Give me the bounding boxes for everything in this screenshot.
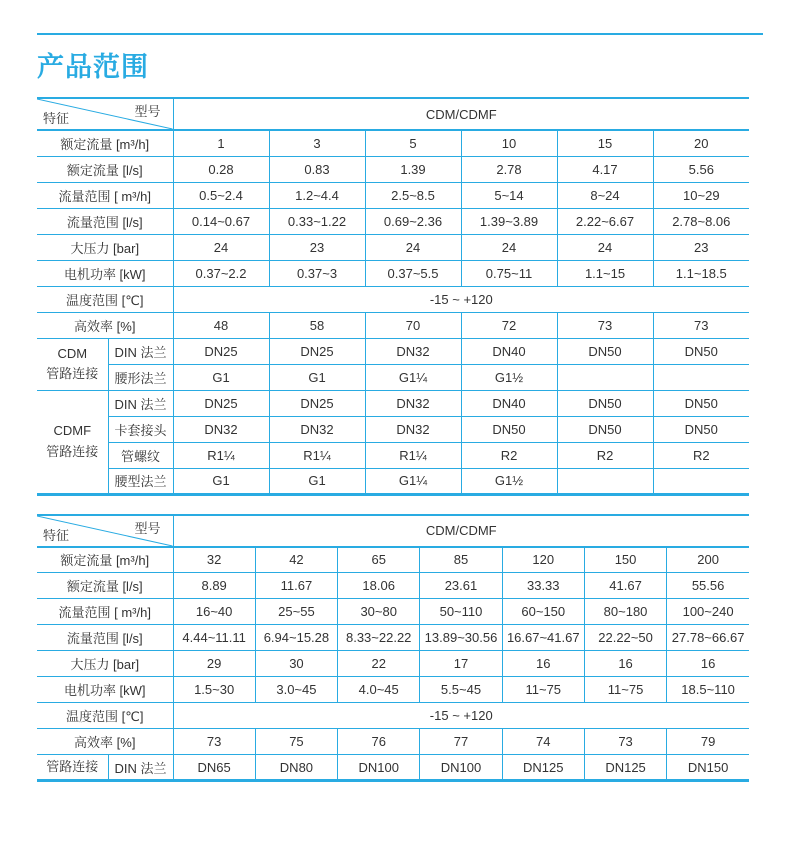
cell-value: 5.56 xyxy=(653,156,749,182)
table-row xyxy=(37,677,749,703)
cell-value: 23 xyxy=(269,234,365,260)
spec-table-1 xyxy=(37,97,749,496)
cell-value: 10 xyxy=(461,130,557,156)
cell-value: 50~110 xyxy=(420,599,502,625)
table-row xyxy=(37,260,749,286)
table-row xyxy=(37,130,749,156)
cell-value: 27.78~66.67 xyxy=(667,625,749,651)
cell-span-value: -15 ~ +120 xyxy=(173,703,749,729)
row-label: 额定流量 [l/s] xyxy=(37,573,173,599)
cell-value: 10~29 xyxy=(653,182,749,208)
cell-value: DN32 xyxy=(173,416,269,442)
cell-value: 3.0~45 xyxy=(255,677,337,703)
cell-value: 4.44~11.11 xyxy=(173,625,255,651)
row-sublabel: DIN 法兰 xyxy=(108,755,173,781)
cell-value: 5 xyxy=(365,130,461,156)
cell-value: 200 xyxy=(667,547,749,573)
header-feature-label: 特征 xyxy=(43,111,70,126)
cell-value: DN150 xyxy=(667,755,749,781)
cell-value: 8.33~22.22 xyxy=(338,625,420,651)
table-row xyxy=(37,468,749,494)
page-container xyxy=(0,33,800,782)
cell-value: 5~14 xyxy=(461,182,557,208)
row-sublabel: 腰形法兰 xyxy=(108,364,173,390)
cell-value: 24 xyxy=(173,234,269,260)
cell-value: 1.1~15 xyxy=(557,260,653,286)
cell-value: 11.67 xyxy=(255,573,337,599)
cell-value: DN25 xyxy=(269,390,365,416)
cell-value: 24 xyxy=(557,234,653,260)
cell-value: 75 xyxy=(255,729,337,755)
cell-value: 24 xyxy=(365,234,461,260)
cell-value: 3 xyxy=(269,130,365,156)
cell-value: 0.69~2.36 xyxy=(365,208,461,234)
cell-value: 150 xyxy=(584,547,666,573)
cell-value: 16 xyxy=(584,651,666,677)
cell-value: 0.14~0.67 xyxy=(173,208,269,234)
cell-value: DN25 xyxy=(269,338,365,364)
cell-value: 1.2~4.4 xyxy=(269,182,365,208)
row-label: 流量范围 [ m³/h] xyxy=(37,182,173,208)
cell-value: 33.33 xyxy=(502,573,584,599)
cell-value: DN50 xyxy=(653,338,749,364)
row-label: 大压力 [bar] xyxy=(37,651,173,677)
cell-value: 60~150 xyxy=(502,599,584,625)
cell-value: DN32 xyxy=(365,416,461,442)
cell-value: 77 xyxy=(420,729,502,755)
cell-value: 23 xyxy=(653,234,749,260)
cell-value: 0.75~11 xyxy=(461,260,557,286)
cell-value: 73 xyxy=(557,312,653,338)
cell-value: 73 xyxy=(584,729,666,755)
row-label: 电机功率 [kW] xyxy=(37,677,173,703)
cell-value: R2 xyxy=(461,442,557,468)
cell-value: 74 xyxy=(502,729,584,755)
cell-value: 48 xyxy=(173,312,269,338)
cell-value: DN50 xyxy=(557,390,653,416)
row-label: 高效率 [%] xyxy=(37,312,173,338)
cell-value: G1½ xyxy=(461,364,557,390)
cell-value: 1 xyxy=(173,130,269,156)
row-label: 流量范围 [l/s] xyxy=(37,625,173,651)
table-row xyxy=(37,651,749,677)
spec-table xyxy=(37,514,749,783)
cell-value: 0.37~3 xyxy=(269,260,365,286)
cell-value: 58 xyxy=(269,312,365,338)
cell-value xyxy=(557,364,653,390)
cell-value: G1¼ xyxy=(365,364,461,390)
table-row xyxy=(37,156,749,182)
row-label: 流量范围 [ m³/h] xyxy=(37,599,173,625)
cell-value: 16 xyxy=(667,651,749,677)
cell-value: 0.37~5.5 xyxy=(365,260,461,286)
cell-value: 23.61 xyxy=(420,573,502,599)
cell-value: DN25 xyxy=(173,390,269,416)
table-row xyxy=(37,599,749,625)
top-divider xyxy=(37,33,763,35)
group-label-cell xyxy=(37,755,108,781)
cell-value: R2 xyxy=(557,442,653,468)
cell-value: 73 xyxy=(173,729,255,755)
row-label: 额定流量 [l/s] xyxy=(37,156,173,182)
cell-value: 24 xyxy=(461,234,557,260)
cell-value: 80~180 xyxy=(584,599,666,625)
cell-value: 1.39~3.89 xyxy=(461,208,557,234)
cell-value: G1 xyxy=(269,468,365,494)
cell-value: 4.17 xyxy=(557,156,653,182)
cell-value: 2.22~6.67 xyxy=(557,208,653,234)
table-header-row xyxy=(37,98,749,130)
cell-value: DN50 xyxy=(653,390,749,416)
cell-value xyxy=(557,468,653,494)
cell-value: 42 xyxy=(255,547,337,573)
table-row xyxy=(37,182,749,208)
cell-value: DN100 xyxy=(420,755,502,781)
header-model-label: 型号 xyxy=(134,520,161,536)
cell-value: 0.28 xyxy=(173,156,269,182)
cell-value: 11~75 xyxy=(584,677,666,703)
cell-value: DN50 xyxy=(557,416,653,442)
cell-value: 6.94~15.28 xyxy=(255,625,337,651)
cell-value: 15 xyxy=(557,130,653,156)
cell-value: 2.78 xyxy=(461,156,557,182)
cell-value: 1.1~18.5 xyxy=(653,260,749,286)
row-label: 额定流量 [m³/h] xyxy=(37,547,173,573)
group-title: 管路连接 xyxy=(46,758,99,774)
cell-value: DN125 xyxy=(584,755,666,781)
row-label: 额定流量 [m³/h] xyxy=(37,130,173,156)
cell-value: 22.22~50 xyxy=(584,625,666,651)
cell-value: R1¼ xyxy=(365,442,461,468)
table-row xyxy=(37,338,749,364)
cell-value: DN125 xyxy=(502,755,584,781)
table-row xyxy=(37,625,749,651)
cell-value: DN32 xyxy=(365,390,461,416)
cell-value: 32 xyxy=(173,547,255,573)
row-label: 电机功率 [kW] xyxy=(37,260,173,286)
cell-value: DN80 xyxy=(255,755,337,781)
cell-value: 100~240 xyxy=(667,599,749,625)
cell-value: 11~75 xyxy=(502,677,584,703)
group-label-cell xyxy=(37,338,108,390)
header-model-value: CDM/CDMF xyxy=(173,515,749,547)
cell-value: 5.5~45 xyxy=(420,677,502,703)
table-row xyxy=(37,547,749,573)
cell-value: 13.89~30.56 xyxy=(420,625,502,651)
row-label: 温度范围 [℃] xyxy=(37,703,173,729)
cell-value: DN50 xyxy=(461,416,557,442)
cell-value: DN32 xyxy=(365,338,461,364)
cell-value: 16 xyxy=(502,651,584,677)
table-row xyxy=(37,286,749,312)
cell-value: G1¼ xyxy=(365,468,461,494)
cell-value: 41.67 xyxy=(584,573,666,599)
cell-value: 16~40 xyxy=(173,599,255,625)
spec-table xyxy=(37,97,749,496)
cell-value: 8~24 xyxy=(557,182,653,208)
cell-value: 0.33~1.22 xyxy=(269,208,365,234)
group-title: CDMF xyxy=(53,423,92,439)
cell-value xyxy=(653,364,749,390)
table-row xyxy=(37,703,749,729)
header-corner-cell xyxy=(37,515,173,547)
cell-value: 76 xyxy=(338,729,420,755)
cell-value: 85 xyxy=(420,547,502,573)
cell-value: DN50 xyxy=(653,416,749,442)
cell-value: DN32 xyxy=(269,416,365,442)
cell-value: 22 xyxy=(338,651,420,677)
cell-value: 30~80 xyxy=(338,599,420,625)
table-row xyxy=(37,442,749,468)
cell-value: R1¼ xyxy=(173,442,269,468)
cell-value: 18.5~110 xyxy=(667,677,749,703)
header-model-label: 型号 xyxy=(134,104,161,119)
cell-value: G1 xyxy=(173,364,269,390)
cell-value: DN25 xyxy=(173,338,269,364)
row-label: 高效率 [%] xyxy=(37,729,173,755)
cell-value xyxy=(653,468,749,494)
cell-value: DN50 xyxy=(557,338,653,364)
cell-value: G1 xyxy=(269,364,365,390)
cell-value: 25~55 xyxy=(255,599,337,625)
row-sublabel: 腰型法兰 xyxy=(108,468,173,494)
cell-value: 20 xyxy=(653,130,749,156)
cell-value: R2 xyxy=(653,442,749,468)
row-sublabel: DIN 法兰 xyxy=(108,390,173,416)
header-corner-cell xyxy=(37,98,173,130)
cell-value: 79 xyxy=(667,729,749,755)
cell-value: 18.06 xyxy=(338,573,420,599)
table-row xyxy=(37,416,749,442)
page-title: 产品范围 xyxy=(37,52,149,82)
group-subtitle: 管路连接 xyxy=(46,443,99,459)
cell-value: DN100 xyxy=(338,755,420,781)
table-row xyxy=(37,755,749,781)
table-row xyxy=(37,312,749,338)
cell-value: DN65 xyxy=(173,755,255,781)
cell-value: DN40 xyxy=(461,338,557,364)
spec-table-2 xyxy=(37,514,749,783)
cell-value: 29 xyxy=(173,651,255,677)
cell-value: G1½ xyxy=(461,468,557,494)
row-sublabel: DIN 法兰 xyxy=(108,338,173,364)
cell-value: 72 xyxy=(461,312,557,338)
table-row xyxy=(37,573,749,599)
table-row xyxy=(37,208,749,234)
cell-value: 0.5~2.4 xyxy=(173,182,269,208)
cell-value: 1.5~30 xyxy=(173,677,255,703)
row-sublabel: 卡套接头 xyxy=(108,416,173,442)
cell-value: 73 xyxy=(653,312,749,338)
header-feature-label: 特征 xyxy=(43,527,70,543)
group-label-cell xyxy=(37,390,108,494)
cell-value: 8.89 xyxy=(173,573,255,599)
cell-value: 4.0~45 xyxy=(338,677,420,703)
cell-value: 120 xyxy=(502,547,584,573)
row-sublabel: 管螺纹 xyxy=(108,442,173,468)
table-row xyxy=(37,729,749,755)
cell-value: 2.78~8.06 xyxy=(653,208,749,234)
cell-value: G1 xyxy=(173,468,269,494)
table-row xyxy=(37,390,749,416)
row-label: 温度范围 [℃] xyxy=(37,286,173,312)
cell-value: 55.56 xyxy=(667,573,749,599)
table-row xyxy=(37,234,749,260)
cell-value: 17 xyxy=(420,651,502,677)
cell-value: 70 xyxy=(365,312,461,338)
cell-value: 1.39 xyxy=(365,156,461,182)
cell-value: 2.5~8.5 xyxy=(365,182,461,208)
cell-value: 16.67~41.67 xyxy=(502,625,584,651)
cell-value: 0.83 xyxy=(269,156,365,182)
table-row xyxy=(37,364,749,390)
header-model-value: CDM/CDMF xyxy=(173,98,749,130)
table-header-row xyxy=(37,515,749,547)
group-title: CDM xyxy=(57,345,88,361)
cell-value: 30 xyxy=(255,651,337,677)
group-subtitle: 管路连接 xyxy=(46,366,99,381)
cell-value: DN40 xyxy=(461,390,557,416)
row-label: 大压力 [bar] xyxy=(37,234,173,260)
cell-span-value: -15 ~ +120 xyxy=(173,286,749,312)
cell-value: 0.37~2.2 xyxy=(173,260,269,286)
row-label: 流量范围 [l/s] xyxy=(37,208,173,234)
cell-value: R1¼ xyxy=(269,442,365,468)
cell-value: 65 xyxy=(338,547,420,573)
